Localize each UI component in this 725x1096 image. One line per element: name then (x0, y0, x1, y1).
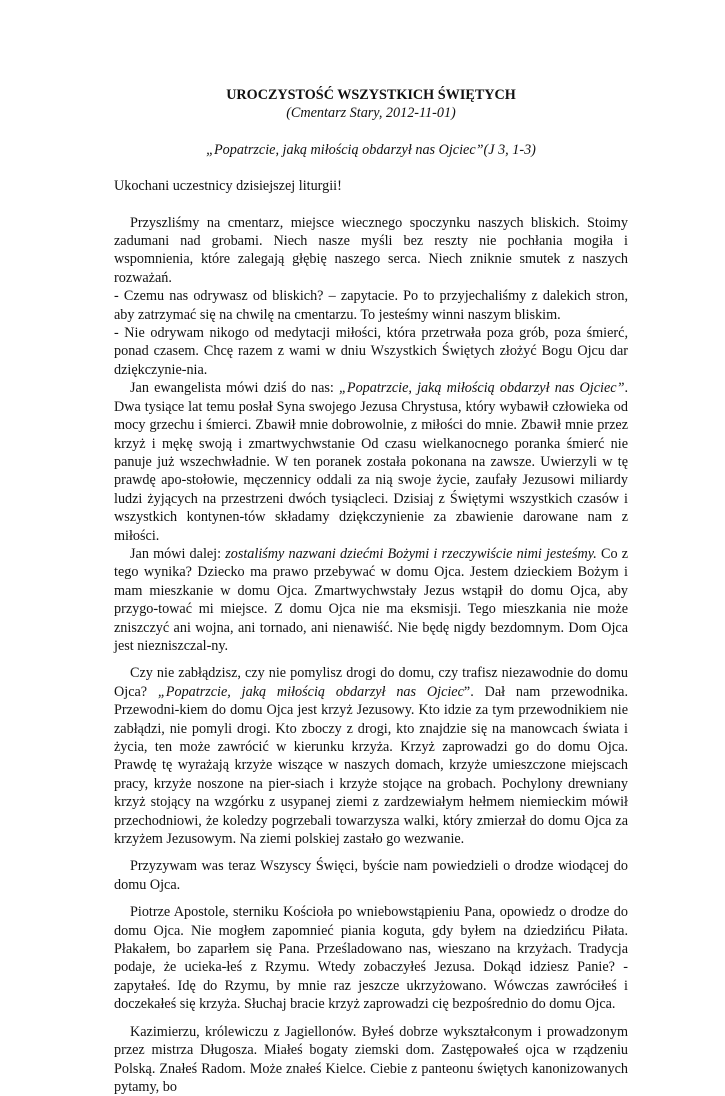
paragraph-8: Piotrze Apostole, sterniku Kościoła po wniebowstąpieniu Pana, opowiedz o drodze do domu Ojca. Nie mogłem zapomnieć piania koguta, gdy byłem na dziedzińcu Piłata. Płakałem, bo zaparłem się Pana. Prześladowano nas, wieszano na krzyżach. Tradycja podaje, że uciekа-łeś z Rzymu. Wtedy zobaczyłeś Jezusa. Dokąd idziesz Panie? - zapytałeś. Idę do Rzymu, by mnie raz jeszcze ukrzyżowano. Wówczas zawróciłeś i doczekałeś się krzyża. Słuchaj bracie krzyż zaprowadzi cię bezpośrednio do domu Ojca. (114, 904, 628, 1013)
paragraph-1: Przyszliśmy na cmentarz, miejsce wiecznego spoczynku naszych bliskich. Stoimy zadumani nad grobami. Niech nasze myśli bez reszty nie pochłania mogiła i wspomnienia, które zalegają głębię naszego serca. Niech zniknie smutek z naszych rozważań. (114, 214, 628, 286)
paragraph-4-after: . Dwa tysiące lat temu posłał Syna swojego Jezusa Chrystusa, który wybawił człowieka od mocy grzechu i śmierci. Zbawił mnie dobrowolnie, z miłości do mnie. Zbawił mnie przez krzyż i mękę swoją i zmartwychwstanie Od czasu wielkanocnego poranka śmierć nie panuje już wszechwładnie. W ten poranek została pokonana na zawsze. Uwierzyli w tę prawdę apo-stołowie, męczennicy oddali za nią swoje życie, zaufały Jezusowi miliardy ludzi żyjących na przestrzeni dwóch tysiącleci. Dzisiaj z Świętymi wszystkich czasów i wszystkich kontynen-tów składamy dziękczynienie za zbawienie darowane nam z miłości. (114, 380, 629, 544)
paragraph-5-after: Co z tego wynika? Dziecko ma prawo przebywać w domu Ojca. Jestem dzieckiem Bożym i mam mieszkanie w domu Ojca. Zmartwychwstały Jezus wstąpił do domu Ojca, aby przygo-tować mi miejsce. Z domu Ojca nie ma eksmisji. Tego mieszkania nie może zniszczyć ani wojna, ani tornado, ani nienawiść. Nie będę nigdy bezdomnym. Dom Ojca jest niezniszczal-ny. (114, 545, 628, 654)
paragraph-5-quote: zostaliśmy nazwani dziećmi Bożymi i rzeczywiście nimi jesteśmy. (225, 545, 597, 562)
document-title: UROCZYSTOŚĆ WSZYSTKICH ŚWIĘTYCH (226, 87, 516, 103)
paragraph-5-before: Jan mówi dalej: (130, 545, 226, 562)
paragraph-5 (114, 545, 628, 655)
scripture-motto: „Popatrzcie, jaką miłością obdarzył nas Ojciec”(J 3, 1-3) (206, 141, 536, 158)
paragraph-3: - Nie odrywam nikogo od medytacji miłości, która przetrwała poza grób, poza śmierć, ponad czasem. Chcę razem z wami w dniu Wszystkich Świętych złożyć Bogu Ojcu dar dziękczynie-nia. (114, 325, 628, 378)
paragraph-2: - Czemu nas odrywasz od bliskich? – zapytacie. Po to przyjechaliśmy z dalekich stron, aby zatrzymać się na chwilę na cmentarzu. To jesteśmy winni naszym bliskim. (114, 288, 628, 323)
document-subtitle: (Cmentarz Stary, 2012-11-01) (286, 105, 456, 122)
paragraph-4-before: Jan ewangelista mówi dziś do nas: (130, 380, 340, 397)
paragraph-4 (114, 379, 628, 545)
greeting: Ukochani uczestnicy dzisiejszej liturgii! (114, 178, 342, 195)
document-body (114, 214, 628, 1096)
paragraph-6-quote: „Popatrzcie, jaką miłością obdarzył nas Ojciec (157, 683, 464, 700)
paragraph-4-quote: „Popatrzcie, jaką miłością obdarzył nas Ojciec” (339, 380, 625, 397)
paragraph-7: Przyzywam was teraz Wszyscy Święci, byście nam powiedzieli o drodze wiodącej do domu Ojca. (114, 858, 628, 893)
paragraph-6-before: Czy nie zabłądzisz, czy nie pomylisz drogi do domu, czy trafisz niezawodnie do domu Ojca? (114, 665, 628, 700)
paragraph-9: Kazimierzu, królewiczu z Jagiellonów. Byłeś dobrze wykształconym i prowadzonym przez mistrza Długosza. Miałeś bogaty ziemski dom. Zastępowałeś ojca w rządzeniu Polską. Znałeś Radom. Może znałeś Kielce. Ciebie z panteonu świętych kanonizowanych pytamy, bo (114, 1023, 628, 1095)
paragraph-6 (114, 664, 628, 848)
paragraph-6-after: ”. Dał nam przewodnika. Przewodni-kiem do domu Ojca jest krzyż Jezusowy. Kto idzie za tym przewodnikiem nie zabłądzi, nie pomyli drogi. Kto zboczy z drogi, kto znajdzie się na manowcach świata i życia, ten może zawrócić w kierunku krzyża. Krzyż zaprowadzi go do domu Ojca. Prawdę tę wyrażają krzyże wiszące w naszych domach, krzyże umieszczone miejscach pracy, krzyże noszone na pier-siach i krzyże stojące na grobach. Pochylony drewniany krzyż stojący na wzgórku z usypanej ziemi z zardzewiałym hełmem niemieckim mówił przechodniowi, że koledzy pogrzebali towarzysza walki, który zmierzał do domu Ojca za krzyżem Jezusowym. Na ziemi polskiej zastało go wezwanie. (114, 683, 628, 848)
